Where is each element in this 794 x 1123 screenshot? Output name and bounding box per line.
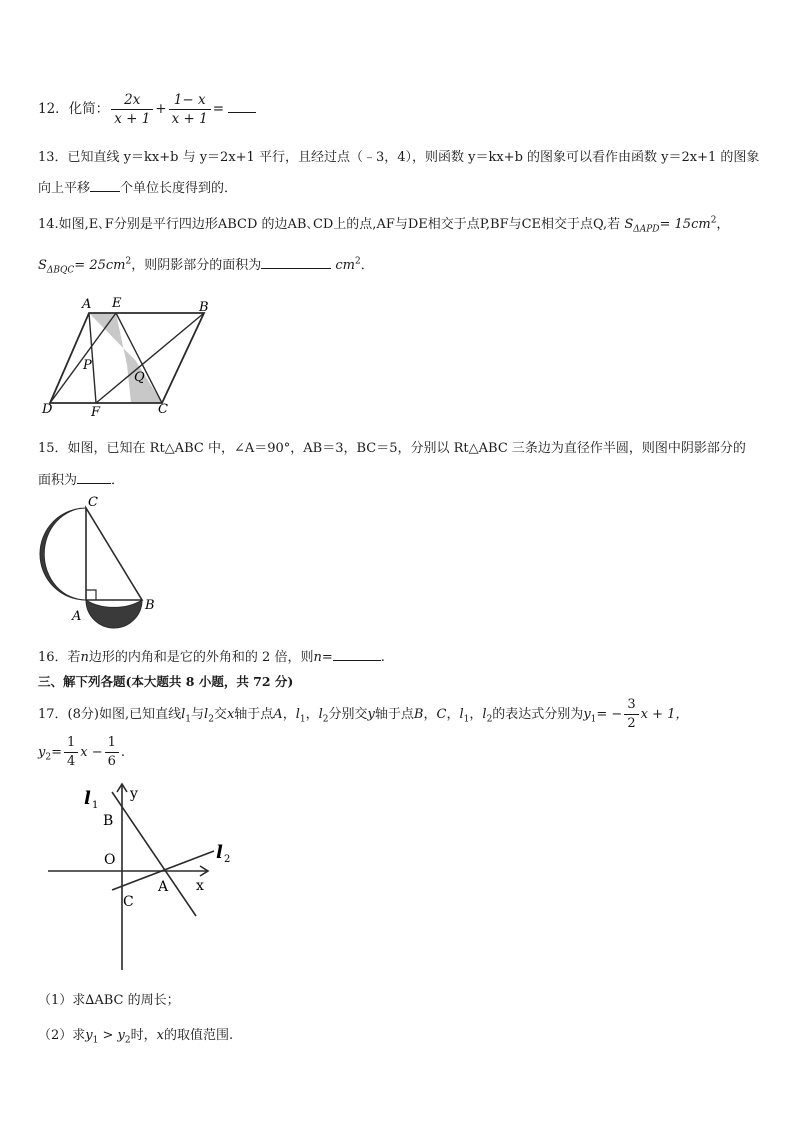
q13-line2-a: 向上平移 [38, 181, 91, 196]
q17-y1: y [583, 707, 591, 722]
q17-sub2-x: x [156, 1028, 164, 1043]
q14-s2-value: = 25cm [74, 258, 126, 273]
q17-mid1: 与 [191, 707, 205, 722]
q17-sub2-y1: y [85, 1028, 93, 1043]
q14-label-e: E [112, 296, 122, 311]
q17-y2-frac1-den: 4 [67, 754, 76, 769]
q14-label-a: A [82, 297, 92, 312]
q17-y1-eq: = − [596, 707, 623, 722]
q15-left-crescent [40, 508, 86, 600]
q17-label-y: y [130, 786, 138, 802]
q15-line1: 15．如图，已知在 Rt△ABC 中，∠A＝90°，AB＝3，BC＝5，分别以 Rt△ABC 三条边为直径作半圆，则图中阴影部分的 [38, 441, 746, 456]
q17-comma2: ， [305, 707, 319, 722]
q16 [38, 646, 385, 665]
q14-s1-sup: 2 [710, 215, 717, 226]
q15-line2-a: 面积为 [38, 473, 78, 488]
q15-triangle-abc [86, 508, 142, 600]
q17-comma5: ， [469, 707, 483, 722]
q15-line2 [38, 469, 124, 488]
q15-label-c: C [88, 496, 98, 510]
q14-s2-sub: ΔBQC [46, 265, 75, 276]
q14-label-b: B [199, 300, 209, 315]
q17-sub2-c: 的取值范围. [164, 1028, 234, 1043]
q15-line2-b: ． [111, 473, 125, 488]
q17-point-a: A [273, 707, 283, 722]
q17-y2-eq: = [51, 745, 62, 760]
q13-line1: 13．已知直线 y＝kx+b 与 y＝2x+1 平行，且经过点（﹣3，4），则函数 y＝kx+b 的图象可以看作由函数 y＝2x+1 的图象 [38, 150, 760, 165]
q17-subquestion-1: （1）求∆ABC 的周长； [38, 993, 180, 1008]
section-3-title: 三、解下列各题(本大题共 8 小题，共 72 分) [38, 674, 294, 689]
q17-y2-end: . [120, 745, 126, 760]
q17-comma1: ， [282, 707, 296, 722]
q17-comma3: ， [423, 707, 437, 722]
q14-end: ． [360, 258, 374, 273]
q12-equals: = [212, 101, 225, 117]
q15-label-a: A [72, 609, 82, 624]
q17-point-b: B [413, 707, 424, 722]
q16-n: n [80, 650, 89, 665]
q14-s1-value: = 15cm [659, 217, 711, 232]
q12-prefix: 12．化简： [38, 101, 110, 117]
q17-l2-b: l [318, 707, 323, 722]
q17-y1-rest: x + 1， [640, 707, 689, 722]
q14-label-p: P [83, 358, 92, 373]
q14-s2-label: S [38, 258, 47, 273]
q17-sub2-y2sub: 2 [124, 1035, 131, 1046]
q17-y2-sub: 2 [45, 752, 52, 763]
q14-s1-sub: ΔAPD [633, 224, 660, 235]
q14-unit: cm [335, 258, 355, 273]
q15-bottom-crescent [86, 600, 142, 628]
q12-fraction-1 [111, 91, 153, 128]
q14-label-c: C [158, 402, 168, 417]
q12-plus: + [155, 101, 167, 117]
q17-x: x [226, 707, 235, 722]
q17-label-b: B [103, 813, 114, 829]
q14-line1 [38, 213, 729, 235]
q12-fraction-2 [169, 91, 211, 128]
q17-l1-sub-c: 1 [463, 714, 470, 725]
q17-l1-b: l [295, 707, 300, 722]
q17-comma4: ， [446, 707, 460, 722]
q16-text-b: 边形的内角和是它的外角和的 2 倍，则 [88, 650, 314, 665]
q12-frac1-num: 2x [111, 91, 153, 110]
q17-l2-sub-c: 2 [486, 714, 493, 725]
q13-answer-blank[interactable] [90, 191, 120, 192]
q17-l2-sub-b: 2 [322, 714, 329, 725]
q17-sub2-a: （2）求 [38, 1028, 86, 1043]
q17-line2 [38, 734, 125, 776]
q14-label-d: D [42, 402, 53, 417]
q17-l2: l [204, 707, 209, 722]
q17-label-l1-sub: 1 [92, 800, 99, 811]
q17-coordinate-figure [44, 778, 244, 973]
q12-frac1-den: x + 1 [114, 111, 151, 127]
q12-answer-blank[interactable] [228, 112, 256, 113]
q17-label-o: O [104, 852, 116, 868]
q15-right-angle-mark [86, 590, 96, 600]
q13-line2 [38, 177, 237, 196]
q14-s1-comma: ， [716, 217, 730, 232]
q12-frac2-den: x + 1 [171, 111, 208, 127]
q14-answer-blank[interactable] [261, 268, 331, 269]
q17-l1-sub-b: 1 [299, 714, 306, 725]
q17-l1: l [181, 707, 186, 722]
q14-line2-text: ，则阴影部分的面积为 [131, 258, 262, 273]
q17-y2-frac2-num: 1 [105, 734, 119, 753]
q17-l1-sub: 1 [185, 714, 191, 725]
q12 [38, 90, 256, 128]
q17-sub2-y2: y [117, 1028, 125, 1043]
q17-y1-frac-den: 2 [627, 716, 636, 731]
q17-mid4: 分别交 [328, 707, 368, 722]
q15-answer-blank[interactable] [77, 483, 111, 484]
q14-unit-sup: 2 [354, 256, 361, 267]
q14-label-f: F [91, 405, 101, 420]
q14-s1-label: S [624, 217, 634, 232]
q16-n2: n [313, 650, 322, 665]
q17-y: y [367, 707, 375, 722]
q17-l2-c: l [482, 707, 487, 722]
q14-parallelogram-figure [36, 292, 226, 422]
q17-mid5: 轴于点 [374, 707, 414, 722]
q14-s2-sup: 2 [125, 256, 132, 267]
q17-y1-frac-num: 3 [624, 696, 638, 715]
q17-y2-fraction-1 [64, 734, 78, 771]
q14-line2 [38, 254, 374, 276]
q17-y2-fraction-2 [105, 734, 119, 771]
q17-y1-fraction [624, 696, 638, 733]
q17-y2-frac2-den: 6 [107, 754, 116, 769]
q14-line1-text: 14.如图,E､F分别是平行四边形ABCD 的边AB､CD上的点,AF与DE相交于点P,BF与CE相交于点Q,若 [38, 217, 621, 232]
q16-answer-blank[interactable] [333, 660, 381, 661]
q17-mid6: 的表达式分别为 [492, 707, 584, 722]
q16-text-a: 16．若 [38, 650, 81, 665]
q17-label-l1: l [84, 788, 91, 809]
q17-mid3: 轴于点 [234, 707, 274, 722]
q17-y1-sub: 1 [590, 714, 597, 725]
q17-l1-c: l [459, 707, 464, 722]
q15-label-b: B [145, 598, 155, 613]
q17-l2-sub: 2 [208, 714, 214, 725]
q17-y2: y [38, 745, 46, 760]
q17-mid2: 交 [213, 707, 227, 722]
q17-y2-frac1-num: 1 [64, 734, 78, 753]
q17-y2-mid: x − [80, 745, 103, 760]
q17-label-l2: l [216, 842, 223, 863]
q14-label-q: Q [134, 370, 145, 385]
q17-sub2-y1sub: 1 [92, 1035, 99, 1046]
q17-sub2-b: 时， [130, 1028, 157, 1043]
q16-text-c: = [321, 650, 333, 665]
q17-label-c: C [123, 894, 134, 910]
q17-label-a: A [158, 879, 169, 895]
q17-sub2-gt: > [98, 1028, 118, 1043]
q13-line2-b: 个单位长度得到的． [120, 181, 238, 196]
q17-label-x: x [196, 878, 204, 894]
q17-line1 [38, 696, 688, 737]
q12-frac2-num: 1− x [169, 91, 211, 110]
q16-end: . [380, 650, 385, 665]
q17-subquestion-2 [38, 1024, 233, 1046]
q17-point-c: C [436, 707, 447, 722]
q15-semicircle-figure [38, 496, 168, 636]
q17-label-l2-sub: 2 [224, 854, 231, 865]
q17-line1-a: 17．(8分)如图,已知直线 [38, 707, 182, 722]
